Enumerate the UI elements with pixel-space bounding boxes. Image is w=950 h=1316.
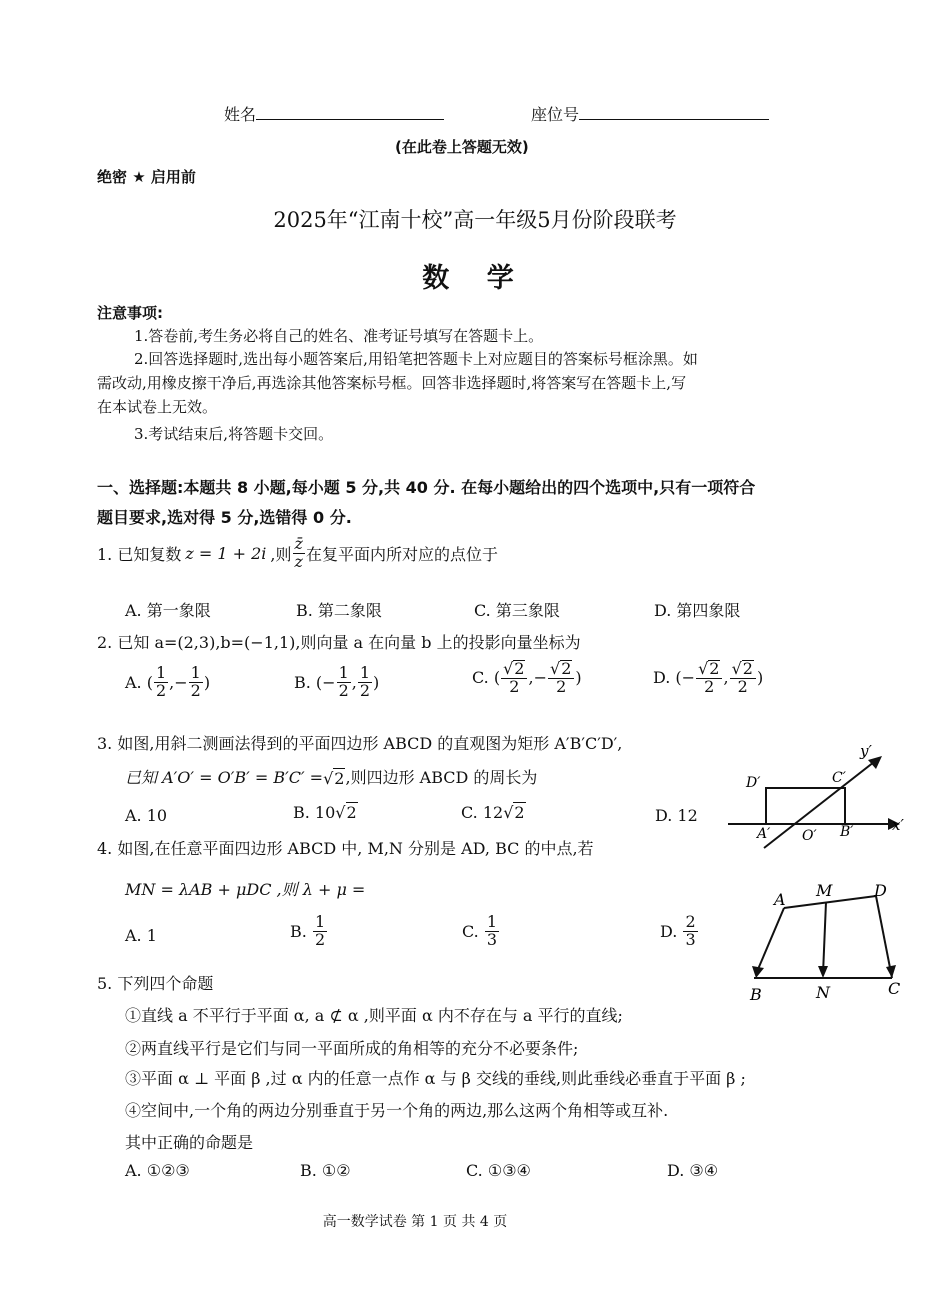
q3-label-o: O′ [802, 828, 817, 844]
q3-option-d[interactable]: D. 12 [655, 806, 698, 825]
q2-a-d2: 2 [190, 680, 201, 700]
q4-b-frac [313, 914, 327, 949]
name-blank[interactable] [256, 119, 444, 120]
q4-c-label: C. [462, 921, 479, 941]
q3-c-pre: C. 12 [461, 803, 504, 822]
q2-d-frac1 [696, 660, 722, 696]
q2-c-frac1 [501, 660, 527, 696]
q4-option-b[interactable] [290, 914, 328, 949]
q2-a-neg: − [174, 672, 188, 692]
q2-a-n1: 1 [155, 663, 167, 682]
q2-c-d1: 2 [509, 676, 520, 696]
q2-d-n2: √ 2 [730, 660, 756, 679]
q2-a-label: A. [125, 672, 142, 692]
q1-option-a[interactable]: A. 第一象限 [125, 601, 211, 620]
q4-d-num: 2 [685, 912, 696, 931]
q5-option-a[interactable]: A. ①②③ [125, 1161, 190, 1180]
q2-c-frac2 [548, 660, 574, 696]
q3-option-a[interactable]: A. 10 [125, 806, 168, 825]
q4-label-m: M [816, 881, 833, 900]
q1-pre: 1. 已知复数 [97, 544, 182, 564]
q3-b-pre: B. 10 [293, 803, 336, 822]
q2-d-r1: 2 [709, 659, 720, 678]
q5-proposition-3: ③平面 α ⊥ 平面 β ,过 α 内的任意一点作 α 与 β 交线的垂线,则此垂线必垂直于平面 β ; [125, 1069, 746, 1088]
q2-option-a[interactable]: A. ( $\frac{1}{2}$ , − $\frac{1}{2}$ ) [125, 663, 211, 700]
q5-proposition-1: ①直线 a 不平行于平面 α, a ⊄ α ,则平面 α 内不存在与 a 平行的直线; [125, 1006, 623, 1025]
q2-d-r2: 2 [742, 659, 753, 678]
q2-a-d1: 2 [155, 680, 167, 700]
q3-b-rad: 2 [346, 803, 357, 822]
question-4-line1: 4. 如图,在任意平面四边形 ABCD 中, M,N 分别是 AD, BC 的中点,若 [97, 839, 594, 858]
subject-title: 数 学 [422, 263, 528, 294]
q4-c-num: 1 [486, 912, 498, 931]
q4-mn-line [823, 902, 826, 974]
q2-option-d[interactable]: D. ( − √ 2 2 , √ 2 2 ) [653, 659, 764, 696]
q4-label-n: N [816, 983, 830, 1002]
seat-field [531, 102, 769, 125]
q3-c-rad: 2 [514, 803, 525, 822]
q3-label-a: A′ [757, 826, 771, 842]
question-1 [97, 536, 498, 571]
q2-option-b[interactable]: B. ( − $\frac{1}{2}$ , $\frac{1}{2}$ ) [294, 663, 380, 700]
q1-option-c[interactable]: C. 第三象限 [474, 601, 560, 620]
q1-num: z̄ [294, 534, 303, 553]
page-footer: 高一数学试卷 第 1 页 共 4 页 [322, 1214, 508, 1230]
q4-label-b: B [750, 985, 762, 1004]
q3-option-c[interactable] [461, 802, 526, 822]
q1-option-b[interactable]: B. 第二象限 [296, 601, 382, 620]
q3-line2-rad: 2 [334, 769, 345, 788]
q2-b-n1: 1 [338, 663, 349, 682]
q4-ab-line [756, 908, 784, 974]
exam-title: 2025年“江南十校”高一年级5月份阶段联考 [273, 208, 677, 232]
q5-option-d[interactable]: D. ③④ [667, 1161, 719, 1180]
q2-c-neg: − [533, 668, 547, 688]
q2-a-frac2 [189, 665, 203, 700]
q2-c-n1: √ 2 [501, 660, 527, 679]
q5-option-c[interactable]: C. ①③④ [466, 1161, 531, 1180]
q1-fraction [293, 536, 305, 571]
name-field [224, 102, 444, 125]
q4-label-c: C [888, 979, 901, 998]
question-5: 5. 下列四个命题 [97, 974, 214, 993]
q3-label-x: x′ [892, 816, 904, 834]
q5-ask: 其中正确的命题是 [125, 1133, 254, 1152]
q3-line2-pre: 已知 A′O′ = O′B′ = B′C′ = [125, 768, 324, 787]
q5-proposition-4: ④空间中,一个角的两边分别垂直于另一个角的两边,那么这两个角相等或互补. [125, 1101, 669, 1120]
q2-a-frac1 [154, 665, 168, 700]
question-3-line1: 3. 如图,用斜二测画法得到的平面四边形 ABCD 的直观图为矩形 A′B′C′D′, [97, 734, 623, 753]
q2-d-neg: − [681, 668, 696, 688]
q2-b-n2: 1 [359, 663, 371, 682]
q2-b-neg: − [322, 672, 336, 692]
q4-label-a: A [774, 890, 786, 909]
q3-figure [722, 738, 912, 850]
q1-option-d[interactable]: D. 第四象限 [654, 601, 741, 620]
q2-b-label: B. [294, 672, 311, 692]
q3-b-root: √ 2 [335, 803, 357, 822]
q2-d-d2: 2 [737, 676, 748, 696]
q4-label-d: D [874, 881, 887, 900]
question-4-line2: MN = λAB + μDC ,则 λ + μ = [125, 880, 366, 899]
q2-b-d1: 2 [338, 680, 349, 700]
q3-label-b: B′ [840, 824, 854, 840]
q2-d-n1: √ 2 [696, 660, 722, 679]
q4-dc-arrow [886, 965, 896, 978]
q4-d-label: D. [660, 921, 678, 941]
q2-d-frac2 [730, 660, 756, 696]
q4-option-c[interactable] [462, 914, 500, 949]
notice-title: 注意事项: [97, 304, 163, 322]
q5-option-b[interactable]: B. ①② [300, 1161, 351, 1180]
q2-c-r1: 2 [514, 659, 525, 678]
q4-ab-arrow [752, 966, 764, 978]
q4-option-d[interactable] [660, 914, 699, 949]
notice-item-3: 3.考试结束后,将答题卡交回。 [134, 425, 334, 443]
q4-c-den: 3 [486, 929, 498, 949]
q4-option-a[interactable]: A. 1 [125, 926, 157, 945]
q3-label-d: D′ [746, 775, 761, 791]
notice-item-2b: 需改动,用橡皮擦干净后,再选涂其他答案标号框。回答非选择题时,将答案写在答题卡上,写 [97, 374, 687, 392]
q2-d-d1: 2 [704, 676, 715, 696]
q4-d-den: 3 [685, 929, 696, 949]
name-label: 姓名 [224, 105, 257, 124]
q4-figure [742, 878, 912, 1006]
section1-line1: 一、选择题:本题共 8 小题,每小题 5 分,共 40 分. 在每小题给出的四个选项中,只有一项符合 [97, 478, 756, 497]
question-3-line2 [125, 765, 537, 788]
notice-item-2c: 在本试卷上无效。 [97, 398, 218, 416]
q2-b-frac1 [337, 665, 351, 700]
q2-c-d2: 2 [556, 676, 567, 696]
q2-b-frac2 [358, 665, 372, 700]
q4-mn-arrow [818, 966, 828, 978]
q4-b-den: 2 [314, 929, 326, 949]
q2-d-label: D. [653, 668, 671, 688]
notice-item-2a: 2.回答选择题时,选出每小题答案后,用铅笔把答题卡上对应题目的答案标号框涂黑。如 [134, 350, 698, 368]
q2-c-label: C. [472, 668, 489, 688]
q3-option-b[interactable] [293, 802, 358, 822]
q3-y-axis [764, 762, 874, 848]
q1-post: 在复平面内所对应的点位于 [305, 544, 498, 564]
seat-blank[interactable] [579, 119, 769, 120]
q3-line2-post: ,则四边形 ABCD 的周长为 [345, 768, 538, 787]
q2-c-n2: √ 2 [548, 660, 574, 679]
q2-c-r2: 2 [561, 659, 572, 678]
question-2: 2. 已知 a=(2,3),b=(−1,1),则向量 a 在向量 b 上的投影向量坐标为 [97, 633, 581, 652]
q4-b-num: 1 [314, 912, 326, 931]
seat-label: 座位号 [531, 105, 580, 124]
section1-line2: 题目要求,选对得 5 分,选错得 0 分. [97, 508, 352, 527]
q4-dc-line [876, 896, 892, 978]
invalid-note: (在此卷上答题无效) [395, 138, 529, 156]
notice-item-1: 1.答卷前,考生务必将自己的姓名、准考证号填写在答题卡上。 [134, 327, 544, 345]
q2-a-n2: 1 [190, 663, 201, 682]
q4-b-label: B. [290, 921, 307, 941]
q2-b-d2: 2 [359, 680, 371, 700]
q1-den: z [294, 551, 303, 571]
q4-c-frac [485, 914, 499, 949]
q2-option-c[interactable]: C. ( √ 2 2 , − √ 2 2 ) [472, 659, 582, 696]
q5-proposition-2: ②两直线平行是它们与同一平面所成的角相等的充分不必要条件; [125, 1039, 579, 1058]
q1-mid: ,则 [270, 544, 292, 564]
q3-label-c: C′ [832, 770, 846, 786]
q4-d-frac [683, 914, 697, 949]
q3-label-y: y′ [860, 742, 872, 760]
q1-expr: z = 1 + 2i [185, 543, 267, 563]
q3-line2-root: √ 2 [323, 769, 345, 788]
secret-label: 绝密 ★ 启用前 [97, 168, 196, 186]
q3-c-root: √ 2 [503, 803, 525, 822]
